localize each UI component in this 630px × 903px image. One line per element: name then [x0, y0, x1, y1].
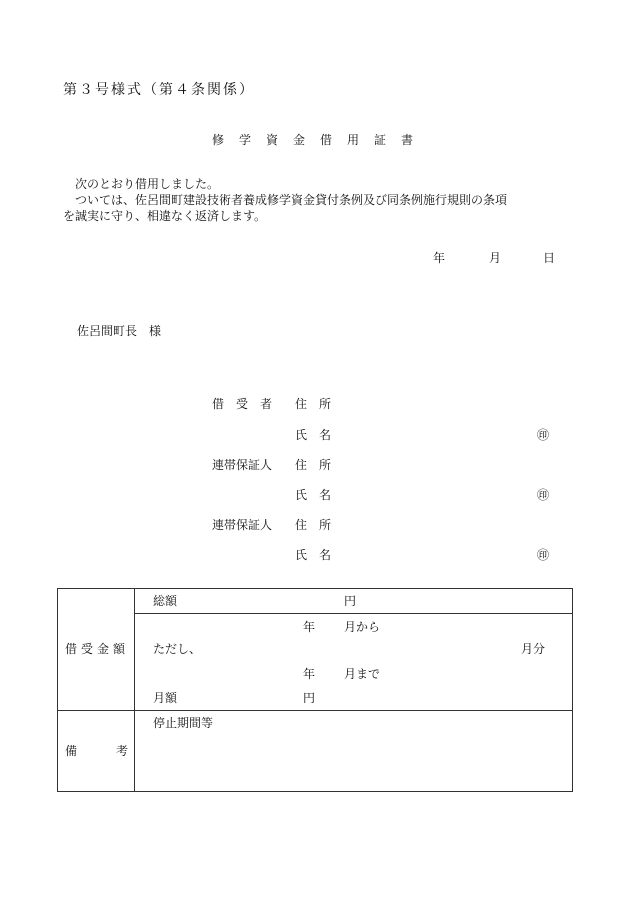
borrower-role-label: 借 受 者 — [212, 397, 273, 411]
addressee: 佐呂間町長 様 — [77, 324, 162, 338]
guarantor-1-name-label: 氏 名 — [295, 488, 332, 502]
guarantor-2-address-label: 住 所 — [295, 518, 332, 532]
to-month-label: 月まで — [344, 667, 381, 681]
remarks-label-char-2: 考 — [116, 744, 129, 758]
guarantor-2-name-label: 氏 名 — [295, 548, 332, 562]
monthly-yen-unit: 円 — [303, 691, 316, 705]
table-column-divider — [134, 589, 135, 791]
form-number-label: 第３号様式（第４条関係） — [63, 82, 255, 98]
total-amount-label: 総額 — [153, 594, 178, 608]
guarantor-1-role-label: 連帯保証人 — [212, 458, 273, 472]
body-line-2: ついては、佐呂間町建設技術者養成修学資金貸付条例及び同条例施行規則の条項 — [63, 193, 508, 207]
borrower-name-label: 氏 名 — [295, 428, 332, 442]
borrower-address-label: 住 所 — [295, 397, 332, 411]
guarantor-1-address-label: 住 所 — [295, 458, 332, 472]
borrower-seal-mark: ㊞ — [537, 428, 550, 442]
guarantor-2-role-label: 連帯保証人 — [212, 518, 273, 532]
suspension-period-label: 停止期間等 — [153, 716, 214, 730]
body-line-3: を誠実に守り、相違なく返済します。 — [63, 209, 267, 223]
proviso-label: ただし、 — [153, 642, 202, 656]
to-year-label: 年 — [303, 667, 316, 681]
document-title: 修学資金借用証書 — [212, 133, 429, 147]
date-month-label: 月 — [489, 251, 502, 265]
monthly-amount-label: 月額 — [153, 691, 178, 705]
from-year-label: 年 — [303, 620, 316, 634]
loan-details-table — [57, 588, 573, 792]
remarks-label-char-1: 備 — [65, 744, 78, 758]
total-yen-unit: 円 — [344, 594, 357, 608]
date-day-label: 日 — [543, 251, 556, 265]
date-year-label: 年 — [433, 251, 446, 265]
from-month-label: 月から — [344, 620, 381, 634]
body-line-1: 次のとおり借用しました。 — [63, 177, 220, 191]
table-row-divider — [134, 613, 572, 614]
guarantor-1-seal-mark: ㊞ — [537, 488, 550, 502]
loan-amount-label: 借受金額 — [65, 642, 130, 656]
months-label: 月分 — [521, 642, 546, 656]
table-section-divider — [58, 710, 572, 711]
guarantor-2-seal-mark: ㊞ — [537, 548, 550, 562]
